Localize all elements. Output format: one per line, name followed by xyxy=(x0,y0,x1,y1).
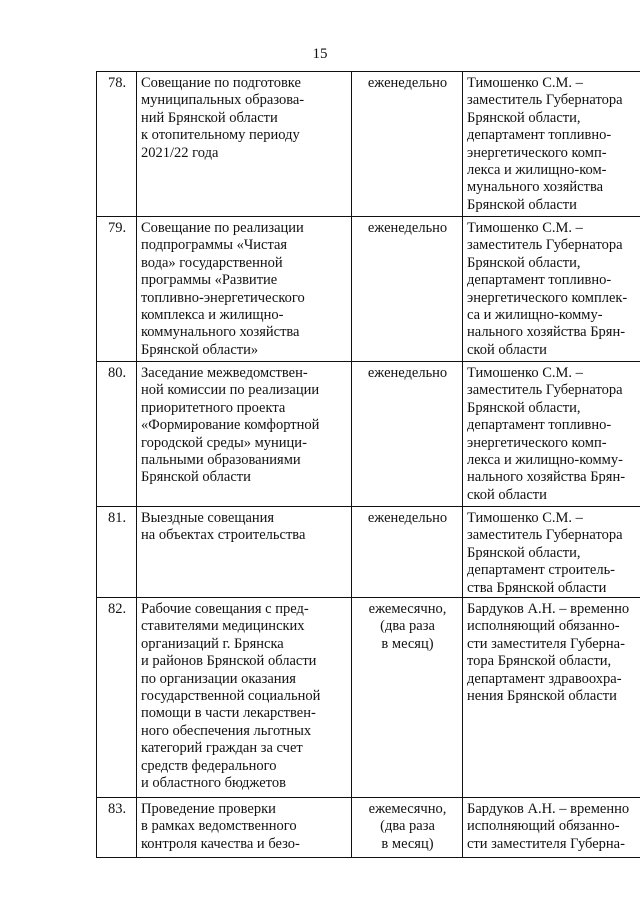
event-responsible-line: сти заместителя Губерна- xyxy=(467,835,625,852)
event-topic-line: Брянской области» xyxy=(141,341,259,358)
event-period-line: ежемесячно, xyxy=(368,801,447,818)
event-period-line: еженедельно xyxy=(367,75,448,91)
row-number: 79. xyxy=(97,217,137,362)
event-topic-line: ной комиссии по реализации xyxy=(141,382,320,399)
event-responsible xyxy=(463,217,640,362)
event-topic-line: и областного бюджетов xyxy=(141,775,286,792)
event-topic-line: Совещание по реализации xyxy=(141,220,304,236)
event-responsible xyxy=(463,507,640,598)
event-topic-line: городской среды» муници- xyxy=(141,434,307,451)
event-responsible-line: ства Брянской области xyxy=(467,579,607,596)
event-responsible-line: мунального хозяйства xyxy=(467,179,604,196)
event-responsible-line: заместитель Губернатора xyxy=(467,237,623,254)
event-responsible-line: заместитель Губернатора xyxy=(467,92,623,109)
event-responsible xyxy=(463,362,640,507)
event-topic-line: Проведение проверки xyxy=(141,801,276,818)
event-responsible-line: Брянской области, xyxy=(467,399,581,416)
event-responsible-line: энергетического комплек- xyxy=(467,289,628,306)
event-period xyxy=(352,72,463,217)
event-topic-line: подпрограммы «Чистая xyxy=(141,237,288,254)
event-responsible-line: Брянской области, xyxy=(467,544,581,561)
event-topic-line: Заседание межведомствен- xyxy=(141,365,308,381)
table-row xyxy=(97,362,640,507)
table-row xyxy=(97,598,640,798)
event-topic-line: 2021/22 года xyxy=(141,144,219,161)
event-period xyxy=(352,362,463,507)
table-row xyxy=(97,72,640,217)
event-topic-line: приоритетного проекта xyxy=(141,399,286,416)
event-topic xyxy=(137,72,352,217)
event-responsible-line: исполняющий обязанно- xyxy=(467,818,620,835)
event-responsible-line: нального хозяйства Брян- xyxy=(467,469,626,486)
event-topic-line: ного обеспечения льготных xyxy=(141,722,312,739)
row-number: 82. xyxy=(97,598,137,798)
event-responsible-line: са и жилищно-комму- xyxy=(467,307,603,324)
event-topic xyxy=(137,798,352,858)
event-period xyxy=(352,507,463,598)
event-responsible-line: лекса и жилищно-комму- xyxy=(467,452,623,469)
event-period-line: (два раза xyxy=(380,818,435,835)
event-responsible-line: Брянской области, xyxy=(467,254,581,271)
event-period-line: в месяц) xyxy=(381,635,434,652)
event-period-line: в месяц) xyxy=(381,835,434,852)
event-responsible-line: энергетического комп- xyxy=(467,434,607,451)
event-topic-line: государственной социальной xyxy=(141,688,321,705)
event-topic-line: коммунального хозяйства xyxy=(141,324,300,341)
event-responsible-line: сти заместителя Губерна- xyxy=(467,635,625,652)
event-responsible-line: заместитель Губернатора xyxy=(467,527,623,544)
event-responsible-line: Бардуков А.Н. – временно xyxy=(467,801,630,818)
event-period-line: еженедельно xyxy=(367,510,448,526)
event-topic-line: средств федерального xyxy=(141,757,277,774)
event-topic-line: организаций г. Брянска xyxy=(141,635,284,652)
row-number: 78. xyxy=(97,72,137,217)
event-responsible-line: департамент топливно- xyxy=(467,417,612,434)
page-number: 15 xyxy=(312,46,328,62)
event-topic-line: Совещание по подготовке xyxy=(141,75,301,91)
event-responsible-line: Брянской области, xyxy=(467,109,581,126)
events-table-body xyxy=(97,72,640,858)
table-row xyxy=(97,507,640,598)
event-responsible xyxy=(463,598,640,798)
event-topic xyxy=(137,362,352,507)
event-responsible-line: департамент топливно- xyxy=(467,272,612,289)
event-period-line: еженедельно xyxy=(367,365,448,381)
row-number: 80. xyxy=(97,362,137,507)
event-topic-line: ний Брянской области xyxy=(141,109,278,126)
events-table xyxy=(96,71,640,858)
event-responsible-line: исполняющий обязанно- xyxy=(467,618,620,635)
event-period-line: ежемесячно, xyxy=(368,601,447,618)
event-responsible-line: департамент строитель- xyxy=(467,562,616,579)
event-topic-line: Выездные совещания xyxy=(141,510,275,526)
event-topic-line: пальными образованиями xyxy=(141,452,301,469)
event-topic-line: Брянской области xyxy=(141,469,251,486)
event-responsible-line: департамент здравоохра- xyxy=(467,670,622,687)
event-topic-line: на объектах строительства xyxy=(141,527,306,544)
event-topic-line: топливно-энергетического xyxy=(141,289,305,306)
event-topic-line: «Формирование комфортной xyxy=(141,417,320,434)
event-responsible xyxy=(463,798,640,858)
event-responsible-line: нения Брянской области xyxy=(467,688,617,705)
event-responsible-line: заместитель Губернатора xyxy=(467,382,623,399)
event-topic-line: Рабочие совещания с пред- xyxy=(141,601,309,618)
event-topic-line: помощи в части лекарствен- xyxy=(141,705,316,722)
event-responsible-line: нального хозяйства Брян- xyxy=(467,324,626,341)
row-number: 83. xyxy=(97,798,137,858)
event-period xyxy=(352,798,463,858)
event-topic xyxy=(137,598,352,798)
event-topic-line: категорий граждан за счет xyxy=(141,740,303,757)
event-topic-line: программы «Развитие xyxy=(141,272,278,289)
event-topic xyxy=(137,507,352,598)
event-topic-line: вода» государственной xyxy=(141,254,283,271)
event-responsible-line: лекса и жилищно-ком- xyxy=(467,162,607,179)
event-responsible-line: Тимошенко С.М. – xyxy=(467,75,583,91)
event-period-line: (два раза xyxy=(380,618,435,635)
event-responsible-line: департамент топливно- xyxy=(467,127,612,144)
event-responsible-line: тора Брянской области, xyxy=(467,653,612,670)
event-responsible xyxy=(463,72,640,217)
event-topic-line: и районов Брянской области xyxy=(141,653,317,670)
table-row xyxy=(97,798,640,858)
event-responsible-line: Брянской области xyxy=(467,196,577,213)
event-responsible-line: Тимошенко С.М. – xyxy=(467,220,583,236)
event-responsible-line: энергетического комп- xyxy=(467,144,607,161)
event-responsible-line: Тимошенко С.М. – xyxy=(467,365,583,381)
event-responsible-line: ской области xyxy=(467,486,547,503)
event-period xyxy=(352,598,463,798)
event-topic-line: ставителями медицинских xyxy=(141,618,305,635)
event-responsible-line: Бардуков А.Н. – временно xyxy=(467,601,630,618)
row-number: 81. xyxy=(97,507,137,598)
event-responsible-line: Тимошенко С.М. – xyxy=(467,510,583,526)
event-topic-line: контроля качества и безо- xyxy=(141,835,300,852)
event-period xyxy=(352,217,463,362)
event-topic xyxy=(137,217,352,362)
event-period-line: еженедельно xyxy=(367,220,448,236)
event-topic-line: по организации оказания xyxy=(141,670,296,687)
event-topic-line: муниципальных образова- xyxy=(141,92,305,109)
event-topic-line: в рамках ведомственного xyxy=(141,818,297,835)
table-row xyxy=(97,217,640,362)
event-topic-line: комплекса и жилищно- xyxy=(141,307,284,324)
event-topic-line: к отопительному периоду xyxy=(141,127,300,144)
event-responsible-line: ской области xyxy=(467,341,547,358)
